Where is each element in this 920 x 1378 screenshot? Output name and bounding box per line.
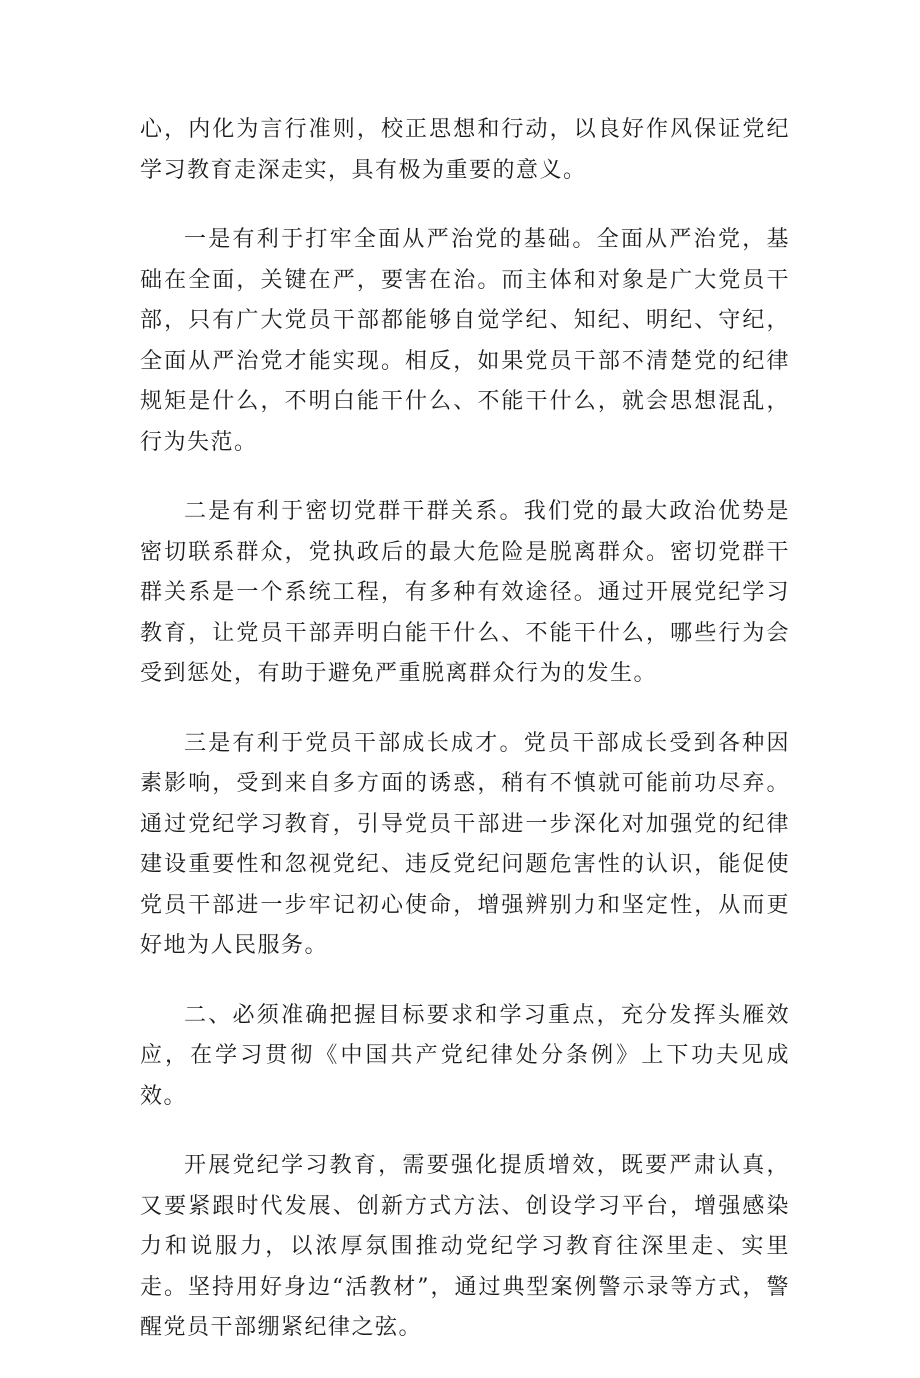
section-heading-two: 二、必须准确把握目标要求和学习重点，充分发挥头雁效应，在学习贯彻《中国共产党纪律处分条例》上下功夫见成效。 <box>140 1002 790 1109</box>
paragraph-section-two-body: 开展党纪学习教育，需要强化提质增效，既要严肃认真，又要紧跟时代发展、创新方式方法、创设学习平台，增强感染力和说服力，以浓厚氛围推动党纪学习教育往深里走、实里走。坚持用好身边“活教材”，通过典型案例警示录等方式，警醒党员干部绷紧纪律之弦。 <box>140 1153 790 1340</box>
paragraph-intro-continuation: 心，内化为言行准则，校正思想和行动，以良好作风保证党纪学习教育走深走实，具有极为重要的意义。 <box>140 117 790 183</box>
paragraph-point-one: 一是有利于打牢全面从严治党的基础。全面从严治党，基础在全面，关键在严，要害在治。而主体和对象是广大党员干部，只有广大党员干部都能够自觉学纪、知纪、明纪、守纪，全面从严治党才能实现。相反，如果党员干部不清楚党的纪律规矩是什么，不明白能干什么、不能干什么，就会思想混乱，行为失范。 <box>140 227 790 455</box>
paragraph-point-three: 三是有利于党员干部成长成才。党员干部成长受到各种因素影响，受到来自多方面的诱惑，稍有不慎就可能前功尽弃。通过党纪学习教育，引导党员干部进一步深化对加强党的纪律建设重要性和忽视党纪、违反党纪问题危害性的认识，能促使党员干部进一步牢记初心使命，增强辨别力和坚定性，从而更好地为人民服务。 <box>140 730 790 958</box>
document-page <box>140 110 790 1378</box>
paragraph-point-two: 二是有利于密切党群干群关系。我们党的最大政治优势是密切联系群众，党执政后的最大危险是脱离群众。密切党群干群关系是一个系统工程，有多种有效途径。通过开展党纪学习教育，让党员干部弄明白能干什么、不能干什么，哪些行为会受到惩处，有助于避免严重脱离群众行为的发生。 <box>140 499 790 686</box>
